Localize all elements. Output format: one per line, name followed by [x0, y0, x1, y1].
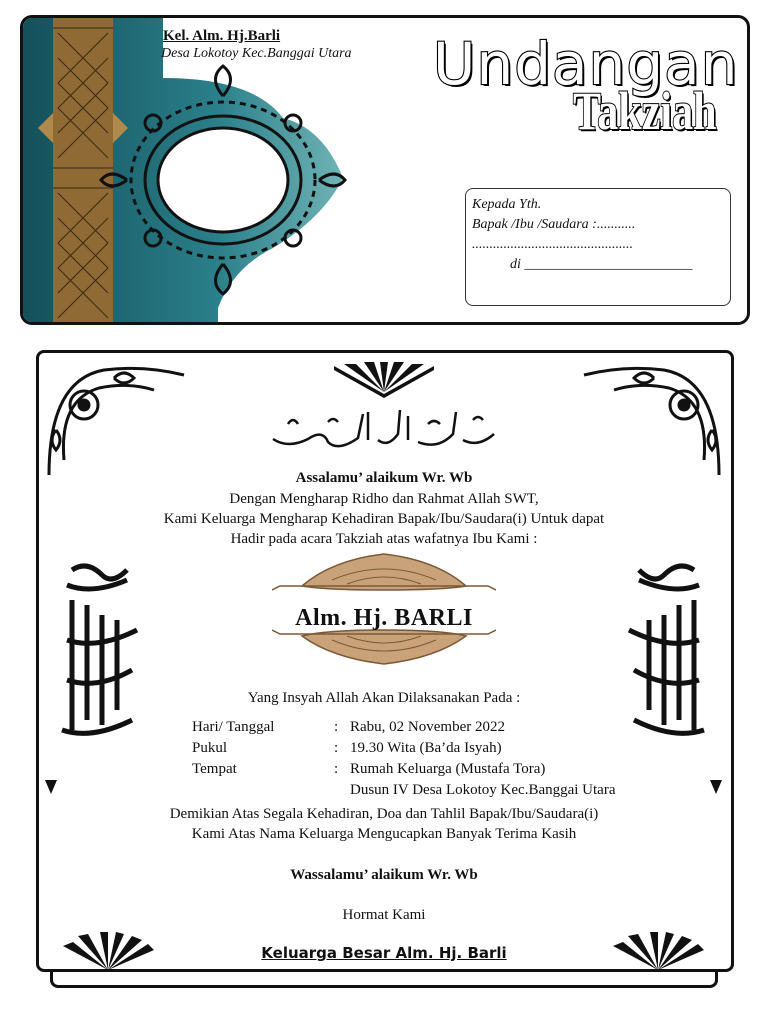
event-details — [192, 717, 616, 801]
detail-row — [192, 738, 616, 759]
detail-label: Hari/ Tanggal — [192, 719, 275, 735]
detail-label: Tempat — [192, 761, 237, 777]
corner-flourish-icon — [574, 360, 724, 480]
title-takziah: Takziah — [573, 81, 717, 141]
detail-row — [192, 759, 616, 780]
detail-separator: : — [334, 740, 339, 756]
detail-row — [192, 717, 616, 738]
sunburst-ornament-icon — [608, 932, 708, 970]
invitation-text-line: Kami Keluarga Mengharap Kehadiran Bapak/Ibu/Saudara(i) Untuk dapat — [163, 511, 605, 527]
sender-address: Desa Lokotoy Kec.Banggai Utara — [161, 46, 352, 61]
detail-label — [192, 780, 334, 801]
recipient-line: Kepada Yth. — [472, 197, 542, 212]
closing-line: Demikian Atas Segala Kehadiran, Doa dan Tahlil Bapak/Ibu/Saudara(i) — [169, 806, 599, 822]
teal-ornament-panel — [23, 18, 363, 325]
detail-value: Rabu, 02 November 2022 — [350, 719, 505, 735]
closing-salam: Wassalamu’ alaikum Wr. Wb — [290, 867, 478, 883]
recipient-line: Bapak /Ibu /Saudara :........... — [472, 217, 636, 232]
title-undangan: Undangan — [433, 30, 739, 98]
sunburst-ornament-icon — [58, 932, 158, 970]
detail-separator: : — [334, 719, 339, 735]
closing-line: Kami Atas Nama Keluarga Mengucapkan Banyak Terima Kasih — [191, 826, 577, 842]
envelope-card — [20, 15, 750, 325]
greeting-salam: Assalamu’ alaikum Wr. Wb — [295, 470, 473, 486]
detail-separator: : — [334, 761, 339, 777]
side-calligraphy-right-icon — [622, 560, 714, 740]
invitation-text-line: Dengan Mengharap Ridho dan Rahmat Allah SWT, — [229, 491, 539, 507]
detail-separator — [334, 780, 350, 801]
recipient-line: di ________________________ — [510, 257, 693, 272]
sunburst-ornament-icon — [334, 362, 434, 398]
detail-value: 19.30 Wita (Ba’da Isyah) — [350, 740, 502, 756]
event-intro-line: Yang Insyah Allah Akan Dilaksanakan Pada : — [247, 690, 521, 706]
family-signature: Keluarga Besar Alm. Hj. Barli — [261, 944, 507, 962]
sender-name: Kel. Alm. Hj.Barli — [163, 28, 281, 44]
recipient-address-box — [465, 188, 731, 306]
recipient-line: .............................................. — [472, 237, 633, 252]
side-calligraphy-left-icon — [52, 560, 144, 740]
frame-arrow-right-icon — [710, 780, 722, 794]
frame-arrow-left-icon — [45, 780, 57, 794]
deceased-name: Alm. Hj. BARLI — [295, 605, 473, 631]
corner-flourish-icon — [44, 360, 194, 480]
invitation-text-line: Hadir pada acara Takziah atas wafatnya Ibu Kami : — [230, 531, 538, 547]
regards-text: Hormat Kami — [342, 907, 426, 923]
bismillah-calligraphy-icon — [268, 404, 500, 454]
detail-value: Dusun IV Desa Lokotoy Kec.Banggai Utara — [350, 782, 616, 798]
detail-row — [192, 780, 616, 801]
detail-value: Rumah Keluarga (Mustafa Tora) — [350, 761, 546, 777]
detail-label: Pukul — [192, 740, 228, 756]
